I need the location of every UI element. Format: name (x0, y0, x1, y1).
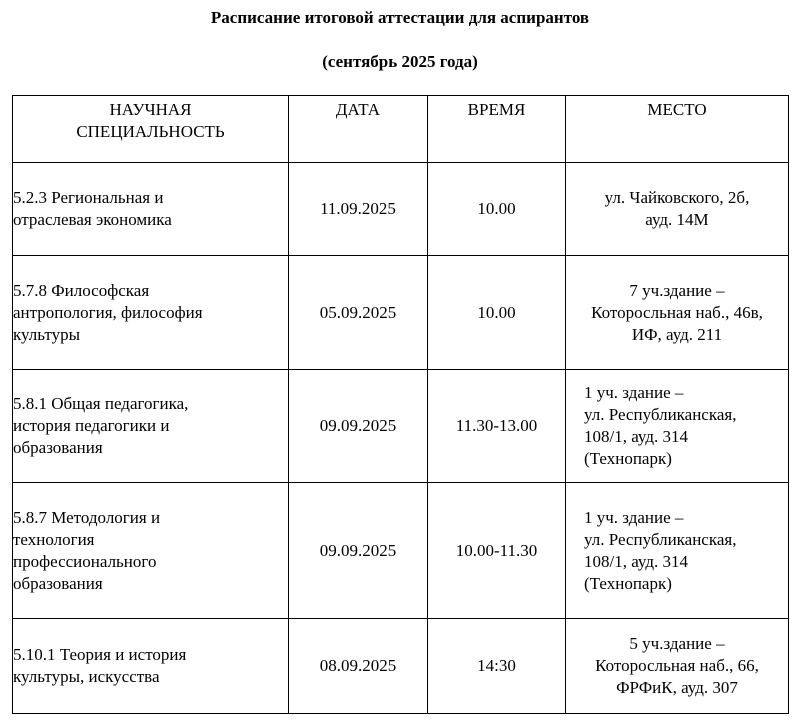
date-cell: 08.09.2025 (289, 619, 428, 714)
place-text: ФРФиК, ауд. 307 (616, 678, 738, 697)
place-cell (566, 483, 789, 619)
place-text: 1 уч. здание – (584, 383, 684, 402)
specialty-text: отраслевая экономика (13, 210, 172, 229)
place-text: (Технопарк) (584, 573, 672, 593)
document-subtitle: (сентябрь 2025 года) (322, 52, 478, 71)
specialty-cell (13, 619, 289, 714)
place-text: 1 уч. здание – (584, 507, 684, 527)
specialty-text: 5.7.8 Философская (13, 280, 150, 300)
place-text: ауд. 14М (645, 210, 709, 229)
header-time-label: ВРЕМЯ (467, 100, 526, 119)
header-place-label: МЕСТО (647, 100, 707, 119)
time-cell: 10.00 (428, 163, 566, 256)
place-cell (566, 370, 789, 483)
header-time (428, 96, 566, 163)
place-text: 5 уч.здание – (629, 634, 725, 653)
date-cell: 11.09.2025 (289, 163, 428, 256)
table-row (13, 163, 789, 256)
specialty-text: образования (13, 438, 103, 457)
header-specialty-line1: НАУЧНАЯ (109, 100, 192, 119)
specialty-text: 5.8.1 Общая педагогика, (13, 394, 189, 413)
date-cell: 05.09.2025 (289, 256, 428, 370)
specialty-cell (13, 256, 289, 370)
place-text: ул. Республиканская, (584, 529, 737, 549)
place-text: Которосльная наб., 66, (595, 656, 759, 675)
specialty-text: образования (13, 573, 103, 593)
specialty-text: технология (13, 529, 95, 549)
time-cell: 11.30-13.00 (428, 370, 566, 483)
header-date (289, 96, 428, 163)
place-text: ул. Республиканская, (584, 405, 737, 424)
place-cell (566, 619, 789, 714)
header-specialty-line2: СПЕЦИАЛЬНОСТЬ (76, 122, 225, 141)
specialty-cell (13, 163, 289, 256)
specialty-text: антропология, философия (13, 302, 203, 322)
schedule-table (12, 95, 789, 714)
specialty-text: культуры (13, 324, 80, 344)
place-text: 108/1, ауд. 314 (584, 427, 688, 446)
table-row (13, 370, 789, 483)
place-text: Которосльная наб., 46в, (591, 302, 763, 322)
table-row (13, 483, 789, 619)
header-place (566, 96, 789, 163)
place-text: ИФ, ауд. 211 (631, 324, 723, 344)
table-row (13, 256, 789, 370)
specialty-text: 5.8.7 Методология и (13, 507, 161, 527)
specialty-text: история педагогики и (13, 416, 170, 435)
date-cell: 09.09.2025 (289, 370, 428, 483)
specialty-cell (13, 370, 289, 483)
document-title: Расписание итоговой аттестации для аспирантов (210, 8, 590, 27)
table-row (13, 619, 789, 714)
specialty-cell (13, 483, 289, 619)
place-text: ул. Чайковского, 2б, (604, 188, 750, 207)
time-cell: 14:30 (428, 619, 566, 714)
table-header-row (13, 96, 789, 163)
place-cell (566, 163, 789, 256)
specialty-text: 5.2.3 Региональная и (13, 188, 164, 207)
time-cell: 10.00-11.30 (428, 483, 566, 619)
time-cell: 10.00 (428, 256, 566, 370)
specialty-text: профессионального (13, 551, 157, 571)
place-cell (566, 256, 789, 370)
place-text: 108/1, ауд. 314 (584, 551, 688, 571)
header-date-label: ДАТА (335, 100, 381, 119)
specialty-text: культуры, искусства (13, 667, 160, 686)
header-specialty (13, 96, 289, 163)
specialty-text: 5.10.1 Теория и история (13, 645, 187, 664)
date-cell: 09.09.2025 (289, 483, 428, 619)
place-text: (Технопарк) (584, 449, 672, 468)
place-text: 7 уч.здание – (629, 280, 725, 300)
